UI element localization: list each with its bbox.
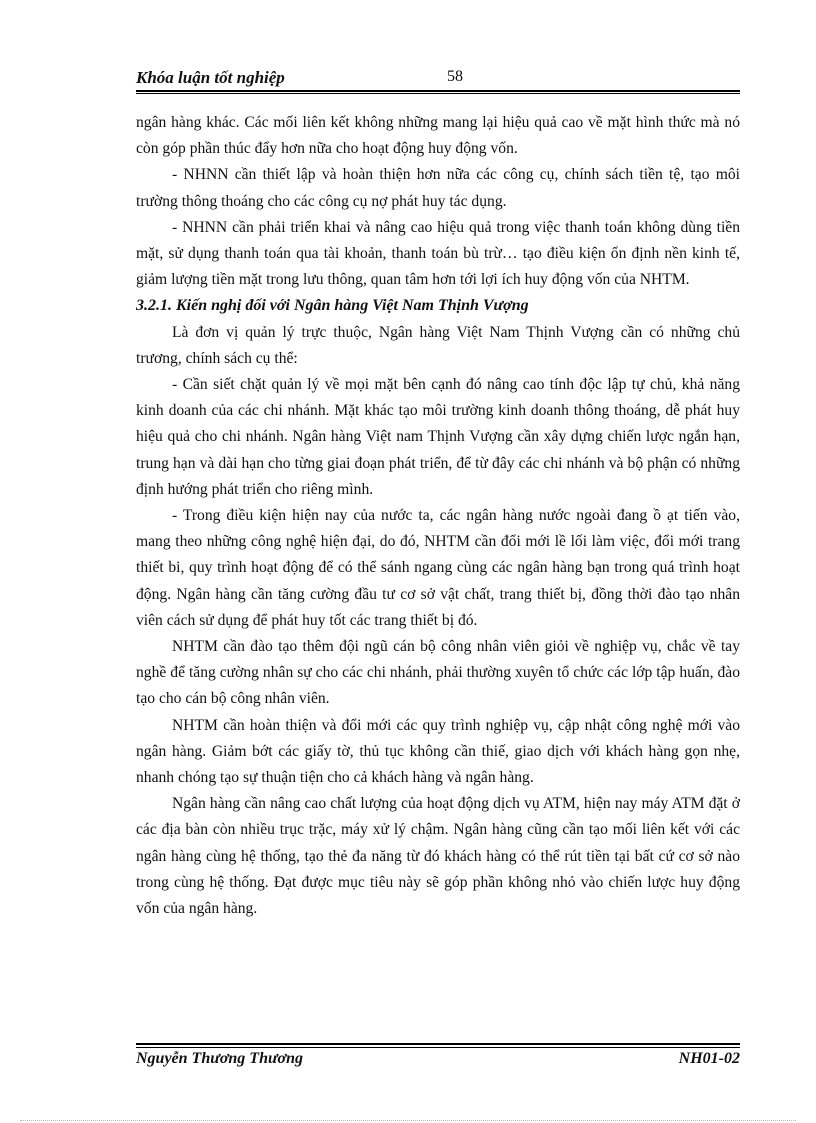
paragraph: NHTM cần đào tạo thêm đội ngũ cán bộ công nhân viên giỏi về nghiệp vụ, chắc về tay nghề để tăng cường nhân sự cho các chi nhánh, phải thường xuyên tổ chức các lớp tập huấn, đào tạo cho cán bộ công nhân viên.	[136, 638, 740, 708]
paragraph: Là đơn vị quản lý trực thuộc, Ngân hàng Việt Nam Thịnh Vượng cần có những chủ trương, chính sách cụ thể:	[136, 323, 740, 367]
paragraph: - Cần siết chặt quản lý về mọi mặt bên cạnh đó nâng cao tính độc lập tự chủ, khả năng kinh doanh của các chi nhánh. Mặt khác tạo môi trường kinh doanh thông thoáng, dễ phát huy hiệu quả cho chi nhánh. Ngân hàng Việt nam Thịnh Vượng cần xây dựng chiến lược ngắn hạn, trung hạn và dài hạn cho từng giai đoạn phát triển, để từ đây các chi nhánh và bộ phận có những định hướng phát triển cho riêng mình.	[136, 376, 740, 498]
paragraph: - NHNN cần thiết lập và hoàn thiện hơn nữa các công cụ, chính sách tiền tệ, tạo môi trường thông thoáng cho các công cụ nợ phát huy tác dụng.	[136, 166, 740, 210]
paragraph: - NHNN cần phải triển khai và nâng cao hiệu quả trong việc thanh toán không dùng tiền mặt, sử dụng thanh toán qua tài khoản, thanh toán bù trừ… tạo điều kiện ổn định nền kinh tế, giảm lượng tiền mặt trong lưu thông, quan tâm hơn tới lợi ích huy động vốn của NHTM.	[136, 218, 740, 289]
paragraph: Ngân hàng cần nâng cao chất lượng của hoạt động dịch vụ ATM, hiện nay máy ATM đặt ở các địa bàn còn nhiều trục trặc, máy xử lý chậm. Ngân hàng cũng cần tạo mối liên kết với các ngân hàng cùng hệ thống, tạo thẻ đa năng từ đó khách hàng có thể rút tiền tại bất cứ cơ sở nào trong cùng hệ thống. Đạt được mục tiêu này sẽ góp phần không nhỏ vào chiến lược huy động vốn của ngân hàng.	[136, 795, 740, 918]
footer-author: Nguyễn Thương Thương	[136, 1050, 304, 1067]
paragraph: - Trong điều kiện hiện nay của nước ta, các ngân hàng nước ngoài đang ồ ạt tiến vào, mang theo những công nghệ hiện đại, do đó, NHTM cần đổi mới lề lối làm việc, đổi mới trang thiết bi, quy trình hoạt động để có thể sánh ngang cùng các ngân hàng bạn trong quá trình hoạt động. Ngân hàng cần tăng cường đầu tư cơ sở vật chất, trang thiết bị, đồng thời đào tạo nhân viên cách sử dụng để phát huy tốt các trang thiết bị đó.	[136, 507, 740, 629]
page-header	[136, 66, 740, 92]
section-heading: 3.2.1. Kiến nghị đối với Ngân hàng Việt Nam Thịnh Vượng	[136, 297, 529, 315]
footer-rule-thin	[136, 1047, 740, 1048]
header-rule	[136, 93, 740, 94]
page-bottom-border	[20, 1120, 796, 1121]
header-title: Khóa luận tốt nghiệp	[136, 68, 285, 87]
page-body	[136, 110, 740, 922]
page-number: 58	[447, 68, 463, 85]
footer-rule	[136, 1043, 740, 1045]
paragraph: ngân hàng khác. Các mối liên kết không những mang lại hiệu quả cao về mặt hình thức mà nó còn góp phần thúc đẩy hơn nữa cho hoạt động huy động vốn.	[136, 114, 740, 158]
footer-code: NH01-02	[678, 1050, 740, 1067]
paragraph: NHTM cần hoàn thiện và đổi mới các quy trình nghiệp vụ, cập nhật công nghệ mới vào ngân hàng. Giảm bớt các giấy tờ, thủ tục không cần thiế, giao dịch với khách hàng gọn nhẹ, nhanh chóng tạo sự thuận tiện cho cả khách hàng và ngân hàng.	[136, 716, 740, 787]
